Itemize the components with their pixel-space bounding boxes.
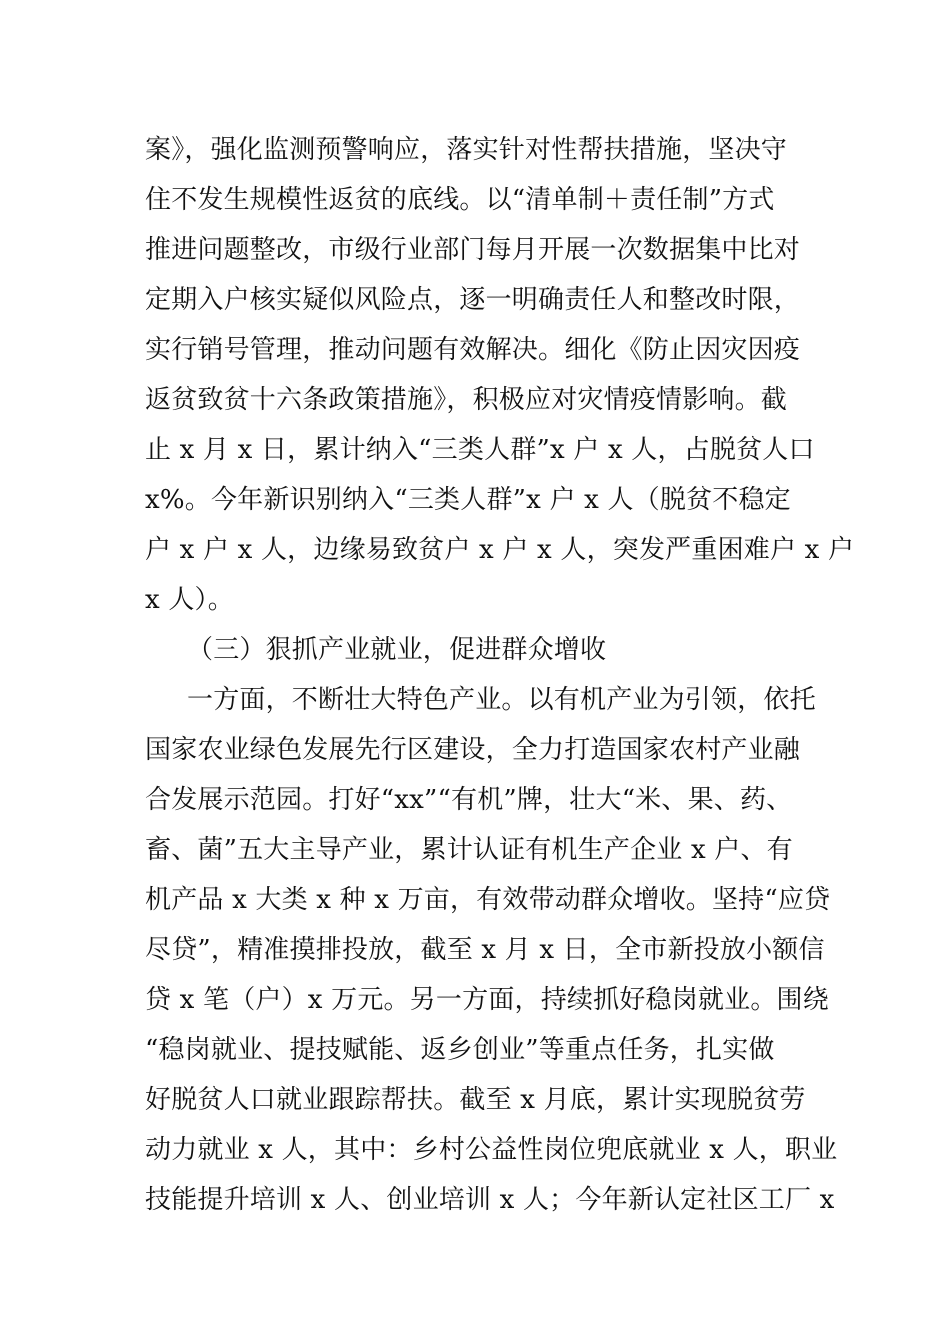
text-line-6: 返贫致贫十六条政策措施》，积极应对灾情疫情影响。截 (145, 385, 788, 415)
text-line-13: 国家农业绿色发展先行区建设，全力打造国家农村产业融 (145, 735, 801, 765)
text-line-22: 技能提升培训 x 人、创业培训 x 人；今年新认定社区工厂 x (145, 1185, 835, 1215)
text-line-7: 止 x 月 x 日，累计纳入“三类人群”x 户 x 人，占脱贫人口 (145, 435, 815, 465)
text-line-20: 好脱贫人口就业跟踪帮扶。截至 x 月底，累计实现脱贫劳 (145, 1085, 806, 1115)
text-line-10: x 人）。 (145, 585, 234, 615)
text-line-5: 实行销号管理，推动问题有效解决。细化《防止因灾因疫 (145, 335, 801, 365)
text-line-4: 定期入户核实疑似风险点，逐一明确责任人和整改时限， (145, 285, 801, 315)
text-line-2: 住不发生规模性返贫的底线。以“清单制＋责任制”方式 (145, 185, 775, 215)
text-line-17: 尽贷”，精准摸排投放，截至 x 月 x 日，全市新投放小额信 (145, 935, 825, 965)
text-line-14: 合发展示范园。打好“xx”“有机”牌，壮大“米、果、药、 (145, 785, 793, 815)
text-line-1: 案》，强化监测预警响应，落实针对性帮扶措施，坚决守 (145, 135, 788, 165)
text-line-9: 户 x 户 x 人，边缘易致贫户 x 户 x 人，突发严重困难户 x 户 (145, 535, 855, 565)
text-line-3: 推进问题整改，市级行业部门每月开展一次数据集中比对 (145, 235, 801, 265)
section-heading: （三）狠抓产业就业，促进群众增收 (187, 635, 607, 665)
text-line-18: 贷 x 笔（户）x 万元。另一方面，持续抓好稳岗就业。围绕 (145, 985, 829, 1015)
text-line-8: x%。今年新识别纳入“三类人群”x 户 x 人（脱贫不稳定 (145, 485, 791, 515)
text-line-15: 畜、菌”五大主导产业，累计认证有机生产企业 x 户、有 (145, 835, 793, 865)
text-line-16: 机产品 x 大类 x 种 x 万亩，有效带动群众增收。坚持“应贷 (145, 885, 831, 915)
text-line-21: 动力就业 x 人，其中：乡村公益性岗位兜底就业 x 人，职业 (145, 1135, 838, 1165)
text-line-12: 一方面，不断壮大特色产业。以有机产业为引领，依托 (187, 685, 816, 715)
text-line-19: “稳岗就业、提技赋能、返乡创业”等重点任务，扎实做 (145, 1035, 775, 1065)
